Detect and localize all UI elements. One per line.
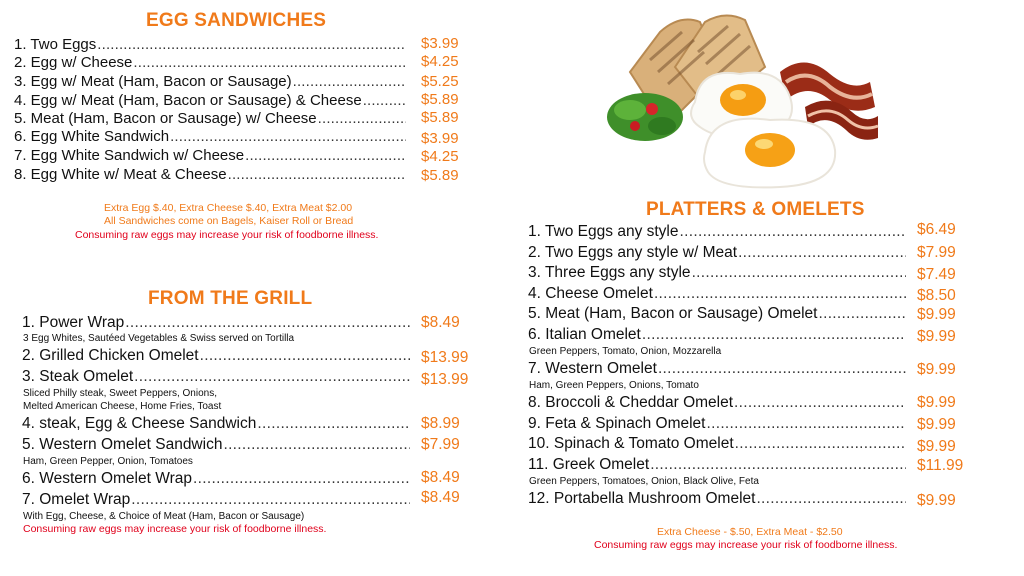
item-price: $8.50 [917, 287, 956, 304]
menu-item [528, 394, 906, 412]
extras-note: Extra Cheese - $.50, Extra Meat - $2.50 [657, 526, 843, 538]
item-name: 7. Egg White Sandwich w/ Cheese [14, 147, 245, 164]
dot-leader [134, 368, 410, 386]
item-description: Green Peppers, Tomato, Onion, Mozzarella [529, 346, 722, 357]
extras-note: Extra Egg $.40, Extra Cheese $.40, Extra Meat $2.00 [104, 202, 353, 214]
menu-item [528, 244, 906, 262]
menu-item [14, 128, 406, 145]
menu-item [14, 166, 406, 183]
item-name: 5. Western Omelet Sandwich [22, 436, 223, 453]
item-name: 3. Three Eggs any style [528, 264, 691, 281]
fried-egg-graphic [704, 119, 835, 188]
item-price: $9.99 [917, 361, 956, 378]
item-name: 1. Two Eggs any style [528, 223, 679, 240]
item-name: 7. Omelet Wrap [22, 491, 131, 508]
dot-leader [650, 456, 906, 474]
item-price: $7.49 [917, 266, 956, 283]
item-name: 2. Grilled Chicken Omelet [22, 347, 199, 364]
item-name: 5. Meat (Ham, Bacon or Sausage) w/ Cheese [14, 110, 317, 127]
item-price: $8.99 [421, 415, 460, 432]
menu-item [528, 360, 906, 378]
menu-item [528, 264, 906, 282]
item-name: 4. Egg w/ Meat (Ham, Bacon or Sausage) & Cheese [14, 92, 362, 109]
dot-leader [363, 92, 406, 109]
menu-item [528, 223, 906, 241]
menu-item [528, 490, 906, 508]
dot-leader [738, 244, 906, 262]
dot-leader [245, 147, 406, 164]
warning-note: Consuming raw eggs may increase your risk of foodborne illness. [594, 539, 898, 551]
dot-leader [706, 415, 906, 433]
menu-item [528, 415, 906, 433]
item-price: $5.89 [421, 167, 459, 184]
item-price: $11.99 [917, 457, 964, 474]
dot-leader [680, 223, 907, 241]
item-name: 2. Egg w/ Cheese [14, 54, 133, 71]
item-price: $13.99 [421, 371, 469, 388]
item-price: $3.99 [421, 35, 459, 52]
from-the-grill-title: FROM THE GRILL [148, 288, 313, 309]
menu-item [14, 54, 406, 71]
menu-item [14, 92, 406, 109]
item-price: $3.99 [421, 130, 459, 147]
dot-leader [133, 54, 406, 71]
menu-item [528, 435, 906, 453]
item-name: 1. Power Wrap [22, 314, 125, 331]
item-price: $8.49 [421, 489, 460, 506]
item-name: 3. Egg w/ Meat (Ham, Bacon or Sausage) [14, 73, 292, 90]
item-name: 12. Portabella Mushroom Omelet [528, 490, 756, 507]
item-name: 4. Cheese Omelet [528, 285, 653, 302]
item-name: 6. Egg White Sandwich [14, 128, 170, 145]
item-description: Ham, Green Pepper, Onion, Tomatoes [23, 456, 193, 467]
bread-note: All Sandwiches come on Bagels, Kaiser Roll or Bread [104, 215, 354, 227]
item-price: $4.25 [421, 148, 459, 165]
dot-leader [131, 491, 410, 509]
dot-leader [692, 264, 906, 282]
menu-item [14, 36, 406, 53]
dot-leader [318, 110, 406, 127]
dot-leader [223, 436, 410, 454]
item-name: 9. Feta & Spinach Omelet [528, 415, 706, 432]
dot-leader [658, 360, 906, 378]
dot-leader [200, 347, 410, 365]
item-name: 8. Broccoli & Cheddar Omelet [528, 394, 734, 411]
item-name: 5. Meat (Ham, Bacon or Sausage) Omelet [528, 305, 818, 322]
item-name: 3. Steak Omelet [22, 368, 134, 385]
item-price: $5.89 [421, 109, 459, 126]
menu-item [22, 470, 410, 488]
platters-omelets-title: PLATTERS & OMELETS [646, 199, 865, 220]
dot-leader [228, 166, 406, 183]
dot-leader [818, 305, 906, 323]
menu-item [22, 347, 410, 365]
item-name: 11. Greek Omelet [528, 456, 650, 473]
item-price: $7.99 [917, 244, 956, 261]
menu-item [22, 314, 410, 332]
item-description: Ham, Green Peppers, Onions, Tomato [529, 380, 699, 391]
item-description: 3 Egg Whites, Sautéed Vegetables & Swiss served on Tortilla [23, 333, 295, 344]
warning-note: Consuming raw eggs may increase your risk of foodborne illness. [75, 229, 379, 241]
dot-leader [642, 326, 906, 344]
breakfast-plate-image [590, 12, 880, 192]
menu-item [22, 436, 410, 454]
item-name: 6. Italian Omelet [528, 326, 641, 343]
dot-leader [735, 435, 906, 453]
item-price: $4.25 [421, 53, 459, 70]
item-description: Green Peppers, Tomatoes, Onion, Black Olive, Feta [529, 476, 759, 487]
egg-sandwiches-title: EGG SANDWICHES [146, 10, 327, 31]
menu-item [22, 415, 410, 433]
item-price: $9.99 [917, 394, 956, 411]
item-price: $9.99 [917, 416, 956, 433]
menu-item [14, 147, 406, 164]
dot-leader [125, 314, 410, 332]
menu-item [22, 491, 410, 509]
item-name: 1. Two Eggs [14, 36, 97, 53]
warning-note: Consuming raw eggs may increase your risk of foodborne illness. [23, 523, 327, 535]
item-price: $7.99 [421, 436, 460, 453]
item-price: $9.99 [917, 492, 956, 509]
menu-item [528, 285, 906, 303]
dot-leader [170, 128, 406, 145]
dot-leader [257, 415, 410, 433]
item-price: $5.25 [421, 73, 459, 90]
item-name: 8. Egg White w/ Meat & Cheese [14, 166, 227, 183]
item-description: Melted American Cheese, Home Fries, Toast [23, 401, 222, 412]
item-price: $5.89 [421, 91, 459, 108]
item-price: $9.99 [917, 306, 956, 323]
item-price: $8.49 [421, 314, 460, 331]
item-price: $9.99 [917, 438, 956, 455]
menu-item [528, 305, 906, 323]
item-description: Sliced Philly steak, Sweet Peppers, Onions, [23, 388, 217, 399]
item-price: $8.49 [421, 469, 460, 486]
dot-leader [654, 285, 906, 303]
menu-item [22, 368, 410, 386]
menu-item [14, 73, 406, 90]
item-price: $13.99 [421, 349, 469, 366]
item-name: 2. Two Eggs any style w/ Meat [528, 244, 738, 261]
menu-item [528, 326, 906, 344]
item-name: 4. steak, Egg & Cheese Sandwich [22, 415, 257, 432]
dot-leader [756, 490, 906, 508]
dot-leader [293, 73, 406, 90]
salad-graphic [607, 93, 683, 141]
item-description: With Egg, Cheese, & Choice of Meat (Ham, Bacon or Sausage) [23, 511, 305, 522]
menu-item [528, 456, 906, 474]
item-name: 10. Spinach & Tomato Omelet [528, 435, 734, 452]
menu-item [14, 110, 406, 127]
dot-leader [734, 394, 906, 412]
item-name: 7. Western Omelet [528, 360, 657, 377]
item-name: 6. Western Omelet Wrap [22, 470, 192, 487]
dot-leader [97, 36, 406, 53]
item-price: $6.49 [917, 221, 956, 238]
item-price: $9.99 [917, 328, 956, 345]
dot-leader [193, 470, 410, 488]
